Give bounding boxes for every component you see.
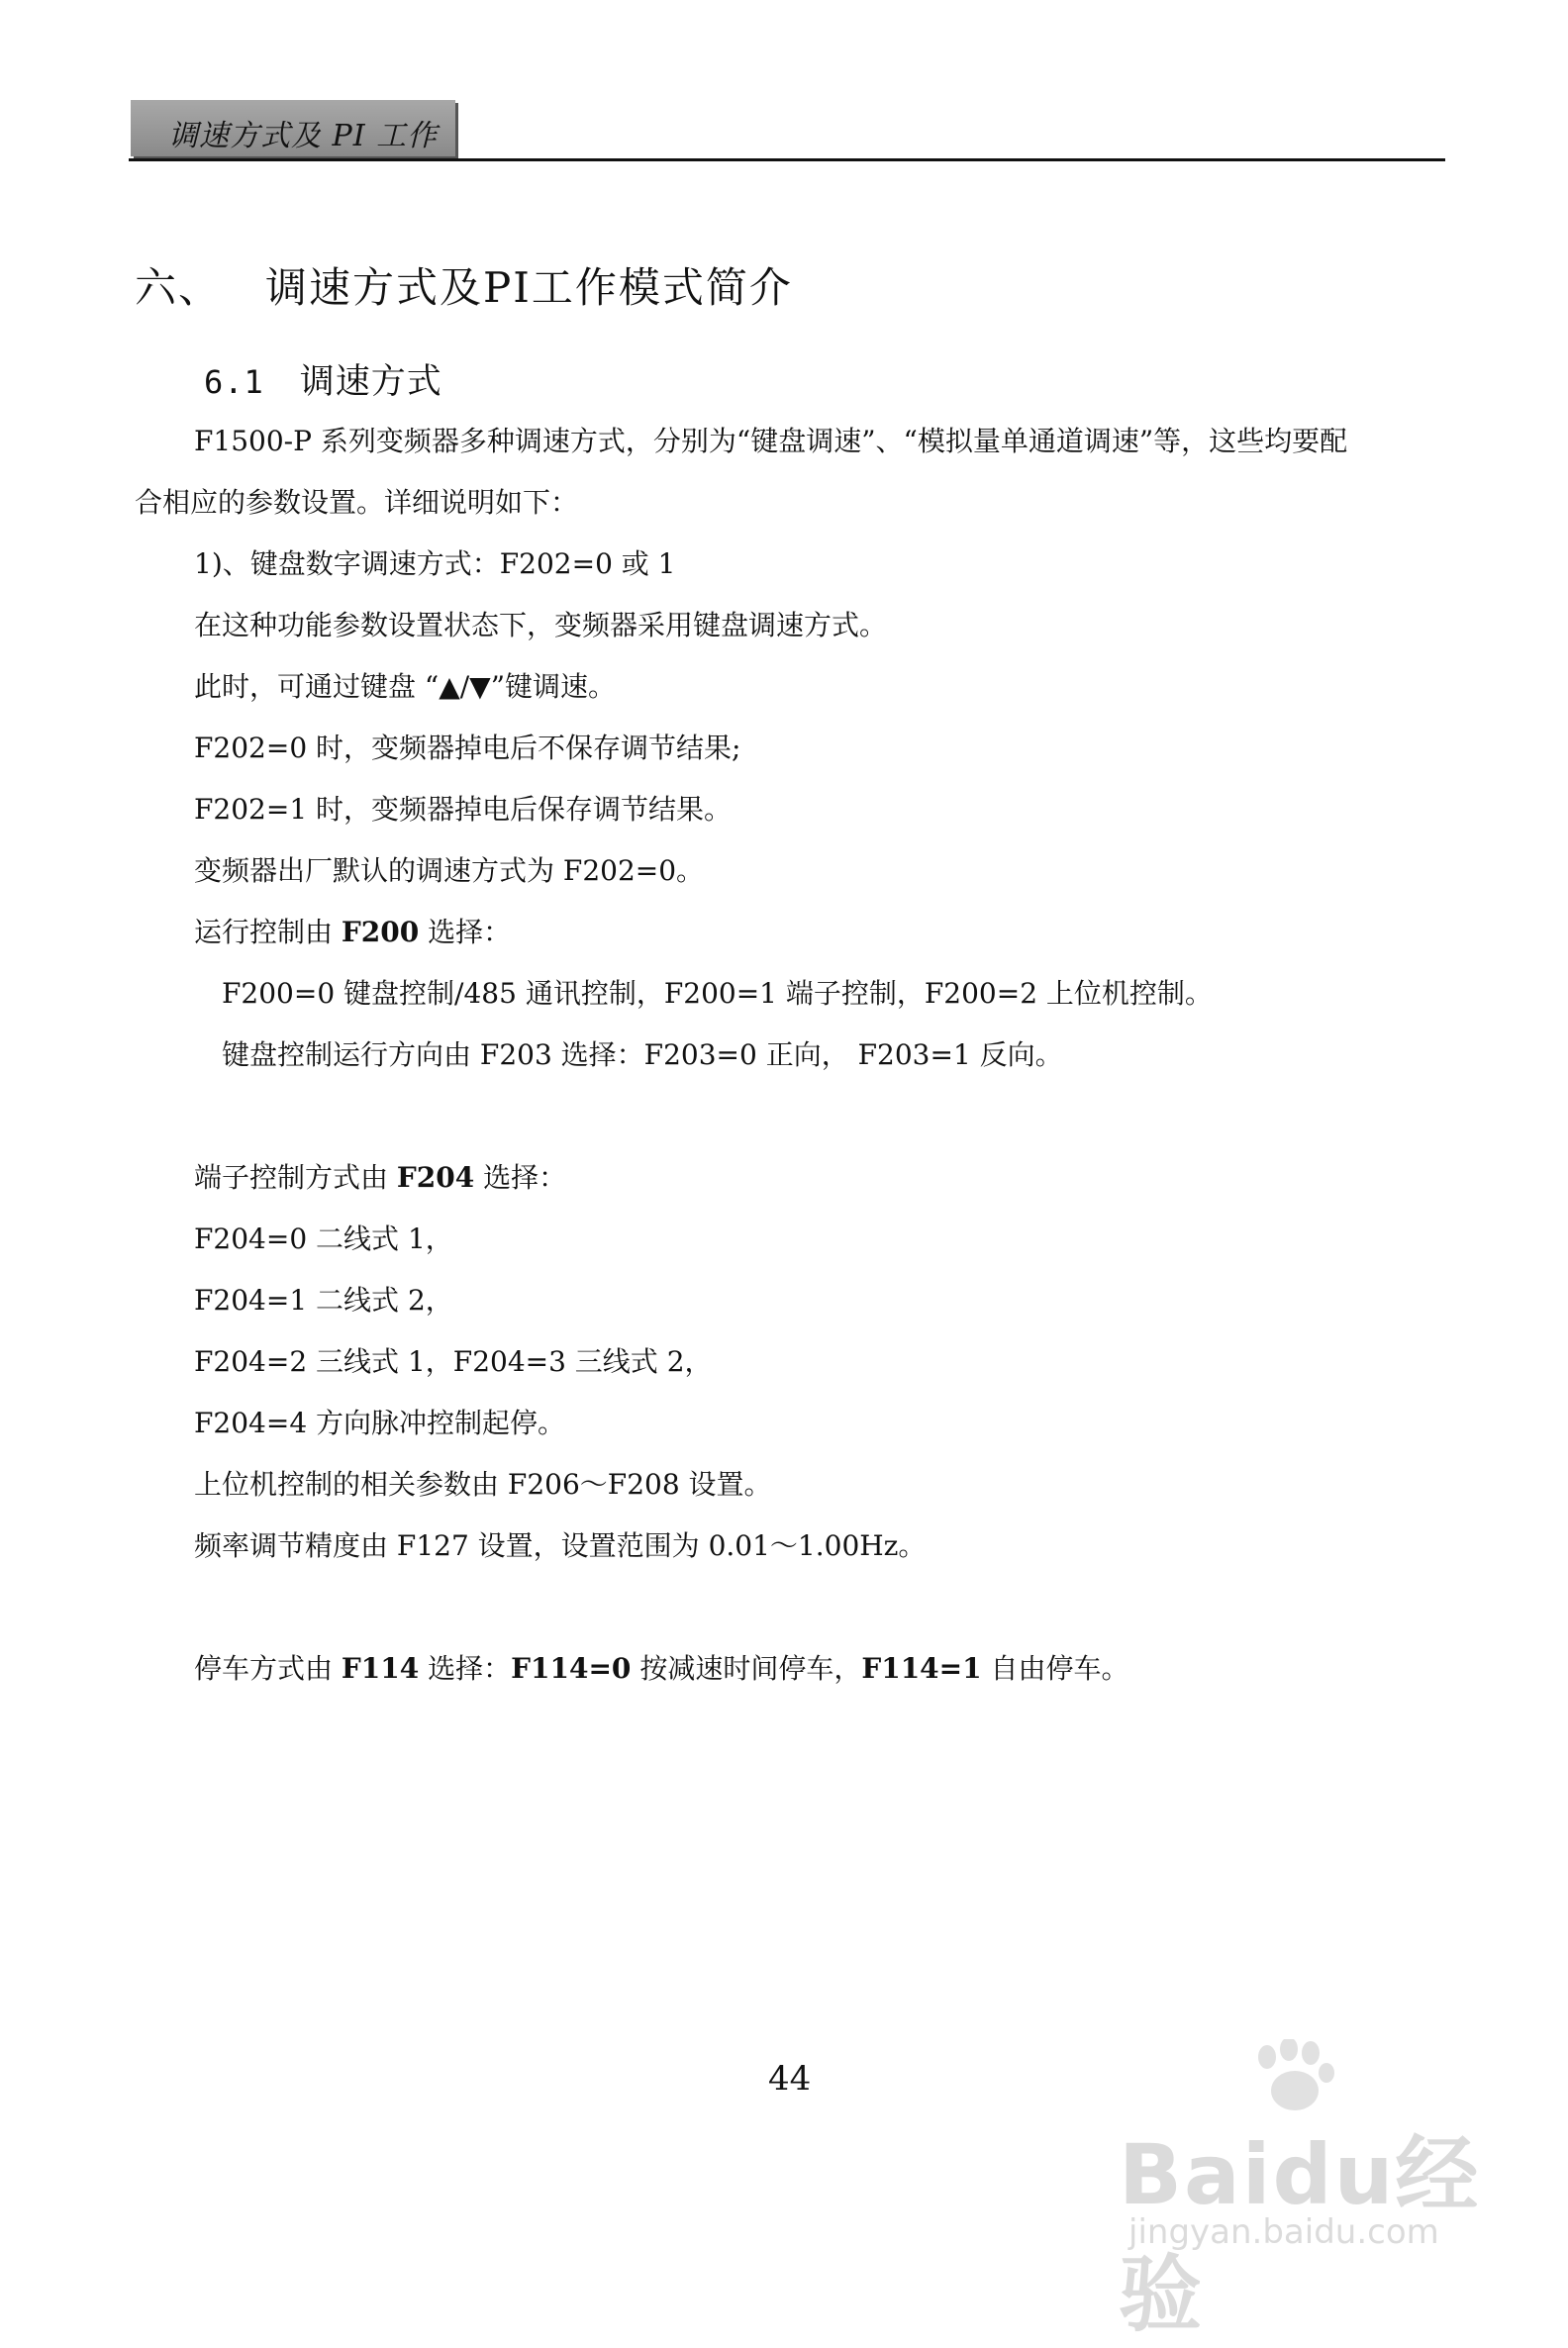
paragraph-line: F202=0 时，变频器掉电后不保存调节结果; (194, 732, 741, 764)
paragraph-line: 在这种功能参数设置状态下，变频器采用键盘调速方式。 (194, 609, 888, 641)
param-code: F114 (341, 1652, 420, 1685)
chapter-number: 六、 (135, 263, 223, 312)
paragraph-line: 合相应的参数设置。详细说明如下： (135, 486, 579, 519)
terminal-control-line (194, 1160, 566, 1196)
paragraph-line: F204=4 方向脉冲控制起停。 (194, 1407, 566, 1439)
text-run: 自由停车。 (981, 1652, 1129, 1685)
text-run: 按减速时间停车， (631, 1652, 862, 1685)
param-code: F114=1 (861, 1652, 982, 1685)
paw-icon (1247, 2039, 1336, 2118)
chapter-title (135, 255, 793, 315)
paragraph-line: F204=2 三线式 1，F204=3 三线式 2， (194, 1345, 713, 1378)
text-run: 选择： (474, 1161, 567, 1194)
param-code: F200 (341, 916, 420, 948)
text-run: 停车方式由 (194, 1652, 342, 1685)
paragraph-line: F204=1 二线式 2， (194, 1284, 453, 1317)
text-run: 端子控制方式由 (194, 1161, 397, 1194)
paragraph-line: F1500-P 系列变频器多种调速方式，分别为“键盘调速”、“模拟量单通道调速”等，这些均要配 (194, 425, 1348, 457)
header-rule (129, 158, 1445, 161)
paragraph-line: 变频器出厂默认的调速方式为 F202=0。 (194, 854, 705, 887)
paragraph-line: 频率调节精度由 F127 设置，设置范围为 0.01～1.00Hz。 (194, 1529, 927, 1562)
paragraph-line: 此时，可通过键盘 “▲/▼”键调速。 (194, 670, 617, 703)
stop-mode-line (194, 1651, 1129, 1687)
section-heading (204, 354, 442, 404)
watermark-brand: Baidu经验 (1119, 2126, 1481, 2343)
paragraph-line: F202=1 时，变频器掉电后保存调节结果。 (194, 793, 733, 826)
list-item-keyboard-speed: 1)、键盘数字调速方式：F202=0 或 1 (194, 547, 676, 580)
paragraph-line: 键盘控制运行方向由 F203 选择：F203=0 正向， F203=1 反向。 (222, 1038, 1063, 1071)
text-run: 运行控制由 (194, 916, 342, 948)
param-code: F114=0 (511, 1652, 632, 1685)
paragraph-line: 上位机控制的相关参数由 F206～F208 设置。 (194, 1468, 772, 1501)
section-number: 6.1 (204, 363, 264, 401)
watermark-url: jingyan.baidu.com (1128, 2212, 1439, 2252)
section-title-text: 调速方式 (299, 362, 442, 402)
header-title: 调速方式及 PI 工作 (168, 119, 439, 153)
run-control-line (194, 915, 511, 950)
param-code: F204 (396, 1161, 475, 1194)
watermark (1119, 2039, 1485, 2343)
paragraph-line: F200=0 键盘控制/485 通讯控制，F200=1 端子控制，F200=2 上位机控制。 (222, 977, 1213, 1010)
page-number: 44 (768, 2059, 812, 2099)
paragraph-line: F204=0 二线式 1， (194, 1223, 453, 1255)
text-run: 选择： (419, 1652, 512, 1685)
text-run: 选择： (419, 916, 512, 948)
chapter-title-text: 调速方式及PI工作模式简介 (265, 263, 793, 312)
